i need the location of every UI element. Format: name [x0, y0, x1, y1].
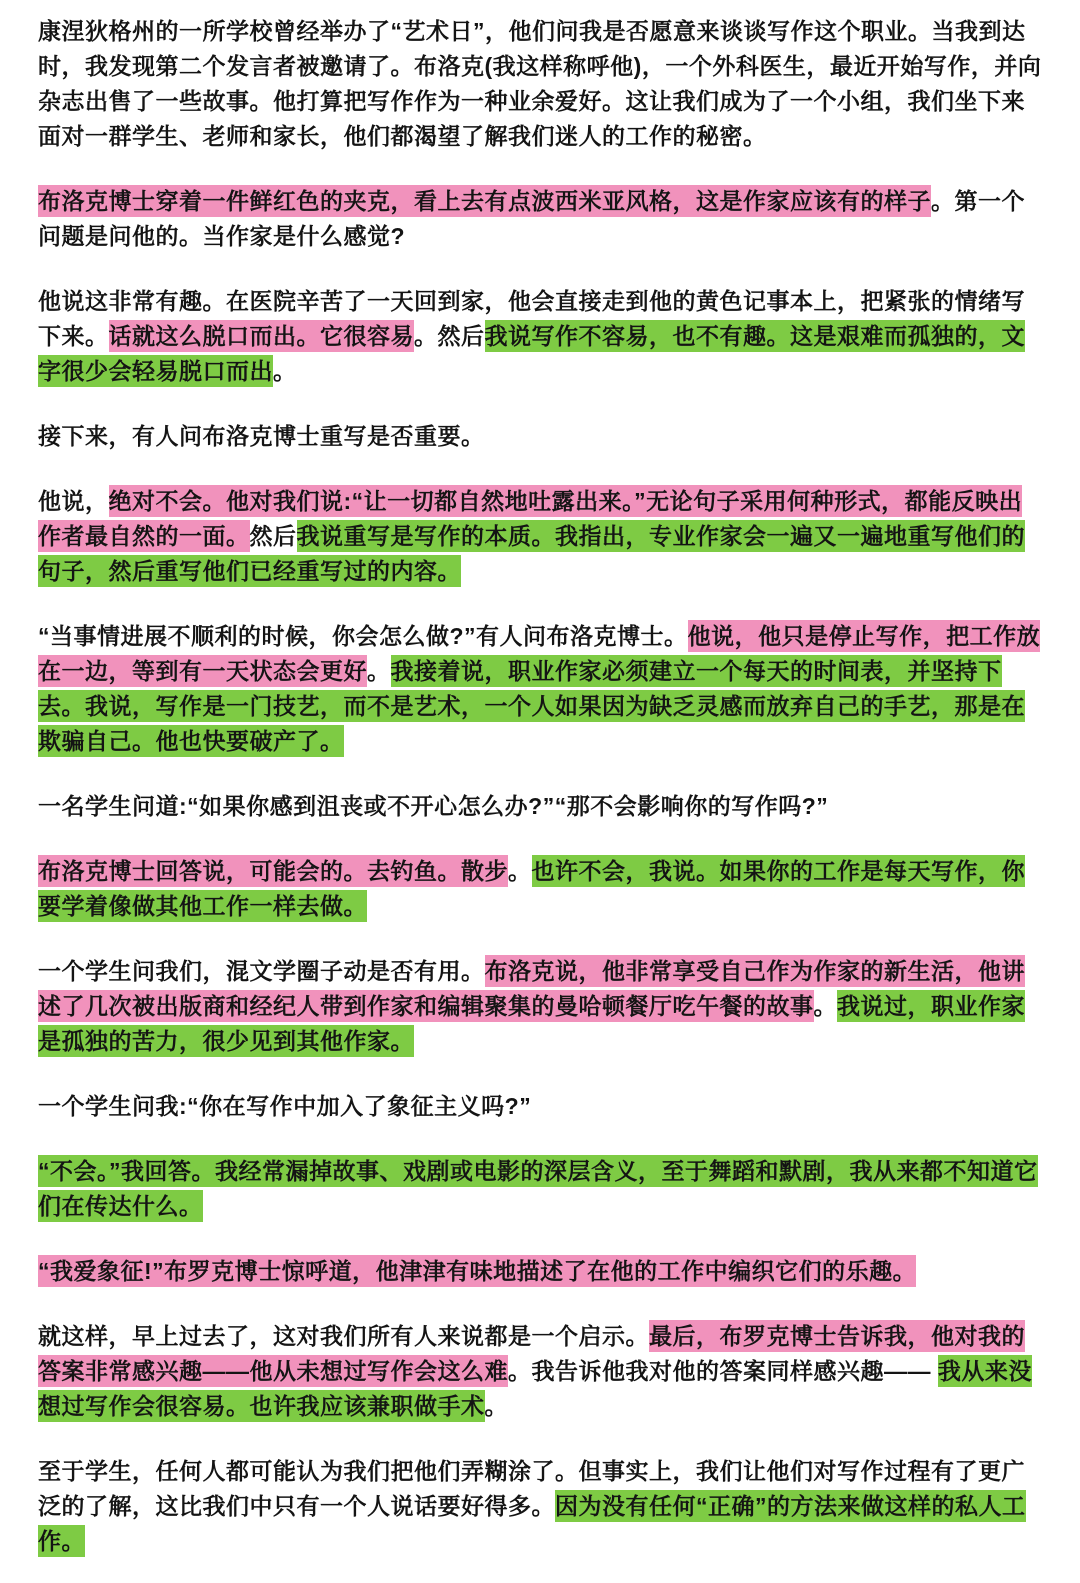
text-segment: 康涅狄格州的一所学校曾经举办了“艺术日”，他们问我是否愿意来谈谈写作这个职业。当我到达时，我发现第二个发言者被邀请了。布洛克(我这样称呼他)，一个外科医生，最近开始写作，并向杂志出售了一些故事。他打算把写作作为一种业余爱好。这让我们成为了一个小组，我们坐下来面对一群学生、老师和家长，他们都渴望了解我们迷人的工作的秘密。	[38, 18, 1042, 149]
text-segment: 一个学生问我:“你在写作中加入了象征主义吗?”	[38, 1093, 532, 1119]
highlight-green-segment: 我说重写是写作的本质。我指出，专业作家会一遍又一遍地重写他们的句子，然后重写他们已经重写过的内容。	[38, 520, 1025, 587]
highlight-pink-segment: 布洛克说，他非常享受自己作为作家的新生活，他讲述了几次被出版商和经纪人带到作家和编辑聚集的曼哈顿餐厅吃午餐的故事	[38, 955, 1025, 1022]
text-segment: 。然后	[414, 323, 485, 349]
paragraph	[38, 954, 1042, 1059]
text-segment: 接下来，有人问布洛克博士重写是否重要。	[38, 423, 485, 449]
paragraph	[38, 1454, 1042, 1559]
highlight-pink-segment: 布洛克博士回答说，可能会的。去钓鱼。散步	[38, 855, 508, 887]
text-segment: 然后	[249, 523, 297, 549]
text-segment: 就这样，早上过去了，这对我们所有人来说都是一个启示。	[38, 1323, 649, 1349]
text-segment: 。	[508, 858, 532, 884]
paragraph	[38, 14, 1042, 154]
highlight-green-segment: 也许不会，我说。如果你的工作是每天写作，你要学着像做其他工作一样去做。	[38, 855, 1025, 922]
highlight-green-segment: 我说写作不容易，也不有趣。这是艰难而孤独的，文字很少会轻易脱口而出	[38, 320, 1025, 387]
highlight-pink-segment: 话就这么脱口而出。它很容易	[109, 320, 415, 352]
text-segment: “当事情进展不顺利的时候，你会怎么做?”有人问布洛克博士。	[38, 623, 688, 649]
text-segment: 。	[367, 658, 391, 684]
text-segment: 一个学生问我们，混文学圈子动是否有用。	[38, 958, 485, 984]
paragraph	[38, 1254, 1042, 1289]
text-segment: 他说，	[38, 488, 109, 514]
paragraph	[38, 419, 1042, 454]
text-segment: 一名学生问道:“如果你感到沮丧或不开心怎么办?”“那不会影响你的写作吗?”	[38, 793, 829, 819]
paragraph	[38, 284, 1042, 389]
highlight-green-segment: 我从来没想过写作会很容易。也许我应该兼职做手术	[38, 1355, 1032, 1422]
highlight-pink-segment: 他说，他只是停止写作，把工作放在一边，等到有一天状态会更好	[38, 620, 1040, 687]
highlight-pink-segment: 最后，布罗克博士告诉我，他对我的答案非常感兴趣——他从未想过写作会这么难	[38, 1320, 1025, 1387]
paragraph	[38, 1319, 1042, 1424]
paragraph	[38, 184, 1042, 254]
paragraph	[38, 484, 1042, 589]
text-segment: 。	[273, 358, 297, 384]
highlight-pink-segment: “我爱象征!”布罗克博士惊呼道，他津津有味地描述了在他的工作中编织它们的乐趣。	[38, 1255, 916, 1287]
text-segment: 。我告诉他我对他的答案同样感兴趣——	[508, 1358, 938, 1384]
document-body	[38, 14, 1042, 1559]
paragraph	[38, 854, 1042, 924]
highlight-pink-segment: 布洛克博士穿着一件鲜红色的夹克，看上去有点波西米亚风格，这是作家应该有的样子	[38, 185, 931, 217]
highlight-green-segment: 因为没有任何“正确”的方法来做这样的私人工作。	[38, 1490, 1026, 1557]
highlight-green-segment: 我说过，职业作家是孤独的苦力，很少见到其他作家。	[38, 990, 1025, 1057]
text-segment: 。	[813, 993, 837, 1019]
text-segment: 至于学生，任何人都可能认为我们把他们弄糊涂了。但事实上，我们让他们对写作过程有了更广泛的了解，这比我们中只有一个人说话要好得多。	[38, 1458, 1025, 1519]
text-segment: 他说这非常有趣。在医院辛苦了一天回到家，他会直接走到他的黄色记事本上，把紧张的情绪写下来。	[38, 288, 1025, 349]
text-segment: 。	[484, 1393, 508, 1419]
paragraph	[38, 619, 1042, 759]
highlight-pink-segment: 绝对不会。他对我们说:“让一切都自然地吐露出来。”无论句子采用何种形式，都能反映出作者最自然的一面。	[38, 485, 1022, 552]
paragraph	[38, 789, 1042, 824]
text-segment: 。第一个问题是问他的。当作家是什么感觉?	[38, 188, 1025, 249]
highlight-green-segment: 我接着说，职业作家必须建立一个每天的时间表，并坚持下去。我说，写作是一门技艺，而不是艺术，一个人如果因为缺乏灵感而放弃自己的手艺，那是在欺骗自己。他也快要破产了。	[38, 655, 1025, 757]
highlight-green-segment: “不会。”我回答。我经常漏掉故事、戏剧或电影的深层含义，至于舞蹈和默剧，我从来都不知道它们在传达什么。	[38, 1155, 1038, 1222]
paragraph	[38, 1089, 1042, 1124]
paragraph	[38, 1154, 1042, 1224]
